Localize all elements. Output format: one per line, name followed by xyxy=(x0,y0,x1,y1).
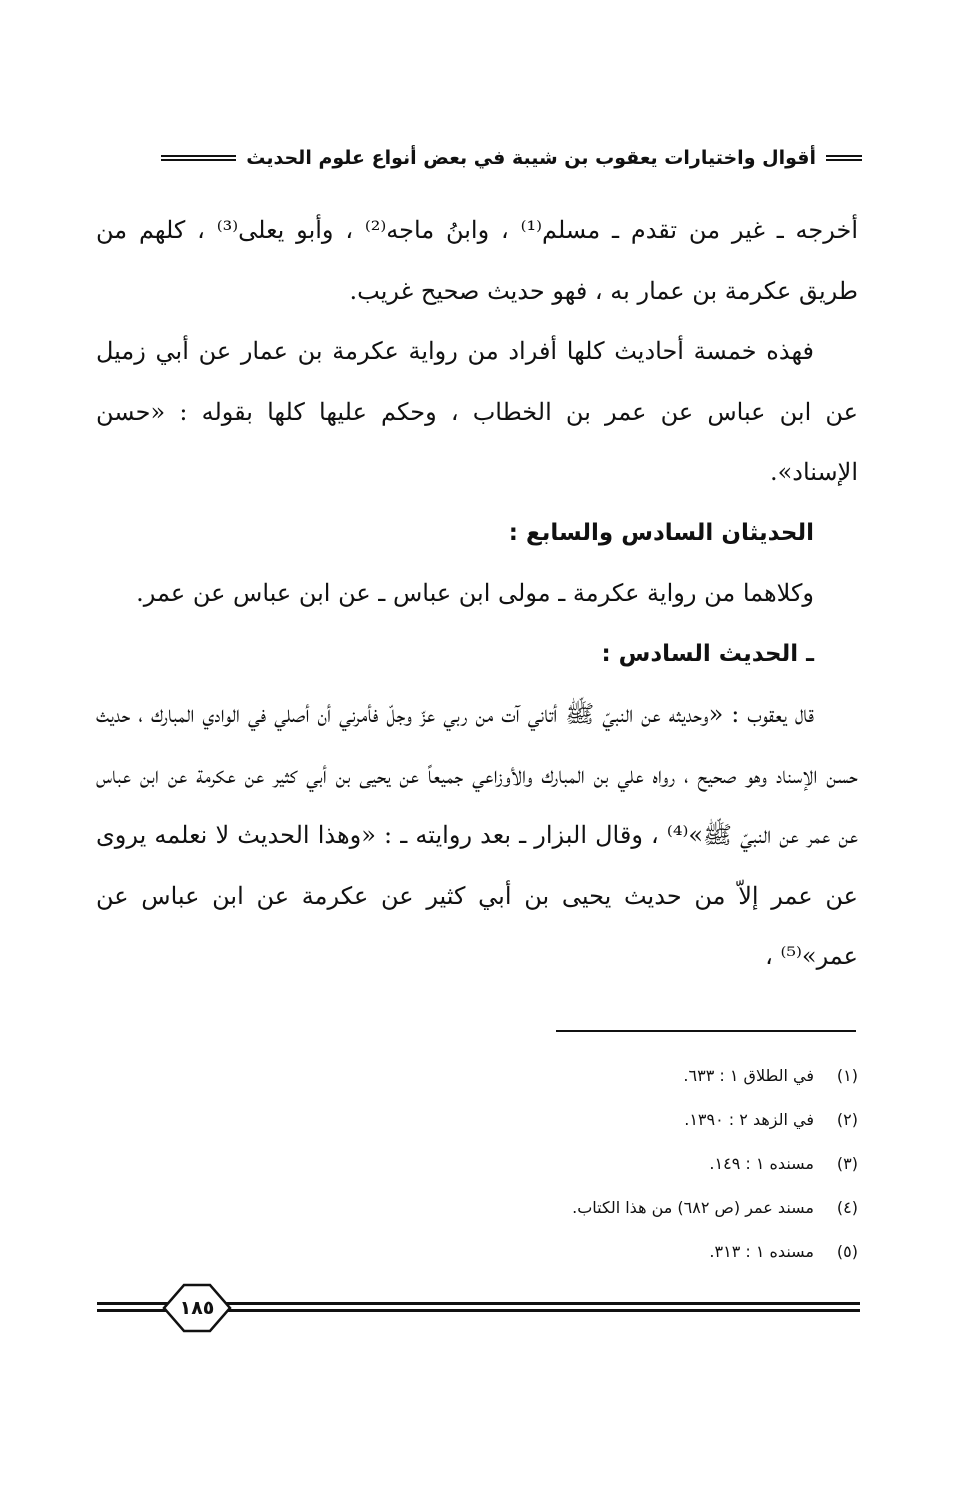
footer-rule-right xyxy=(226,1302,860,1312)
header-rule-right xyxy=(826,155,862,161)
footnote-number: (٤) xyxy=(836,1197,858,1217)
footnote-text: مسنده ١ : ٣١٣. xyxy=(709,1241,814,1261)
page-number-badge xyxy=(162,1283,232,1333)
footnote-text: مسنده ١ : ١٤٩. xyxy=(709,1153,814,1173)
footnote-number: (٣) xyxy=(836,1153,858,1173)
footnotes xyxy=(358,1053,858,1273)
section-heading-6: ـ الحديث السادس : xyxy=(601,640,814,667)
footnote-text: في الطلاق ١ : ٦٣٣. xyxy=(683,1065,814,1085)
footnote xyxy=(358,1141,858,1185)
footnote-text: مسند عمر (ص ٦٨٢) من هذا الكتاب. xyxy=(572,1197,814,1217)
footnote xyxy=(358,1053,858,1097)
paragraph-4: قال يعقوب : «وحديثه عن النبيّ ﷺ أتاني آت من ربي عزّ وجلّ فأمرني أن أصلي في الوادي المبارك ، حديث حسن الإسناد وهو صحيح ، رواه علي بن المبارك والأوزاعي جميعاً عن يحيى بن أبي كثير عن عكرمة عن ابن عباس عن عمر عن النبيّ ﷺ»⁽⁴⁾ ، وقال البزار ـ بعد روايته ـ : «وهذا الحديث لا نعلمه يروى عن عمر إلاّ من حديث يحيى بن أبي كثير عن عكرمة عن ابن عباس عن عمر»⁽⁵⁾ ، xyxy=(96,700,859,970)
footnote-number: (١) xyxy=(836,1065,858,1085)
paragraph-2: فهذه خمسة أحاديث كلها أفراد من رواية عكرمة بن عمار عن أبي زميل عن ابن عباس عن عمر بن الخطاب ، وحكم عليها كلها بقوله : «حسن الإسناد». xyxy=(96,337,858,486)
page-number: ١٨٥ xyxy=(179,1297,215,1319)
footnote-text: في الزهد ٢ : ١٣٩٠. xyxy=(684,1109,814,1129)
footnote-number: (٢) xyxy=(836,1109,858,1129)
footnote xyxy=(358,1097,858,1141)
footnote xyxy=(358,1229,858,1273)
footnote-number: (٥) xyxy=(836,1241,858,1261)
header-rule-left xyxy=(161,155,236,161)
section-heading-6-7: الحديثان السادس والسابع : xyxy=(508,519,814,546)
paragraph-1: أخرجه ـ غير من تقدم ـ مسلم⁽¹⁾ ، وابنُ ماجه⁽²⁾ ، وأبو يعلى⁽³⁾ ، كلهم من طريق عكرمة بن عمار به ، فهو حديث صحيح غريب. xyxy=(96,216,859,305)
running-header-title: أقوال واختيارات يعقوب بن شيبة في بعض أنواع علوم الحديث xyxy=(246,147,816,169)
footnote-separator xyxy=(556,1030,856,1032)
footnote xyxy=(358,1185,858,1229)
paragraph-3: وكلاهما من رواية عكرمة ـ مولى ابن عباس ـ عن ابن عباس عن عمر. xyxy=(136,579,814,607)
main-text xyxy=(96,200,858,987)
running-header xyxy=(92,140,862,176)
